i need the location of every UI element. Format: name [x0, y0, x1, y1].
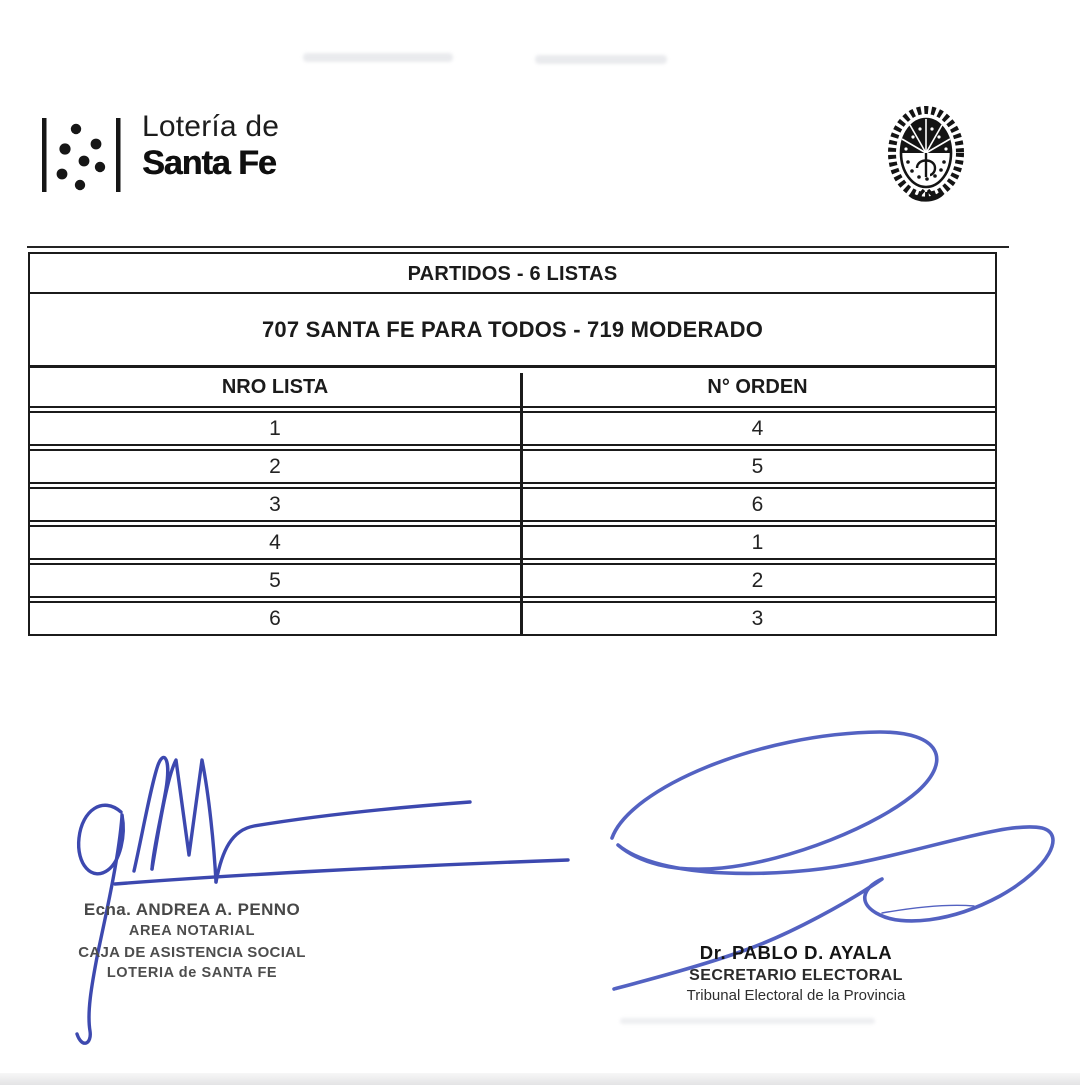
- table-row: [30, 489, 995, 520]
- faint-scan-artifact: [620, 1018, 875, 1024]
- column-header-n-orden: N° ORDEN: [707, 375, 808, 398]
- faint-scan-artifact: [303, 53, 453, 62]
- left-signer-name: Ecna. ANDREA A. PENNO: [83, 900, 301, 919]
- logo-line-loteria-de: Lotería de: [142, 110, 280, 143]
- left-signer-title-3: LOTERIA de SANTA FE: [106, 965, 278, 981]
- n-orden-value: 4: [751, 416, 764, 440]
- party-lists-table: [28, 252, 997, 636]
- table-column-divider: [520, 373, 523, 634]
- logo-wordmark: [142, 112, 279, 180]
- right-signer-name: Dr. PABLO D. AYALA: [699, 942, 893, 963]
- table-divider: [30, 406, 995, 413]
- nro-lista-value: 2: [269, 454, 281, 478]
- table-subtitle: 707 SANTA FE PARA TODOS - 719 MODERADO: [30, 294, 995, 368]
- faint-scan-artifact: [535, 55, 667, 64]
- nro-lista-value: 4: [269, 530, 281, 554]
- right-signature-block: [606, 941, 986, 1006]
- n-orden-value: 6: [751, 492, 764, 516]
- loteria-santa-fe-logo: [40, 110, 279, 198]
- table-divider: [30, 558, 995, 565]
- nro-lista-value: 3: [269, 492, 281, 516]
- n-orden-value: 5: [751, 454, 764, 478]
- n-orden-value: 2: [751, 568, 764, 592]
- santa-fe-coat-of-arms-icon: [886, 106, 966, 206]
- table-divider: [30, 596, 995, 603]
- table-divider: [30, 520, 995, 527]
- table-row: [30, 565, 995, 596]
- n-orden-value: 3: [751, 606, 764, 630]
- nro-lista-value: 5: [269, 568, 281, 592]
- loteria-dots-logo-icon: [40, 110, 124, 198]
- right-signer-title-1: SECRETARIO ELECTORAL: [689, 967, 903, 984]
- n-orden-value: 1: [751, 530, 764, 554]
- table-row: [30, 451, 995, 482]
- table-title: PARTIDOS - 6 LISTAS: [30, 254, 995, 294]
- right-signer-title-2: Tribunal Electoral de la Provincia: [686, 987, 906, 1004]
- table-row: [30, 603, 995, 634]
- left-signer-title-2: CAJA DE ASISTENCIA SOCIAL: [78, 944, 306, 961]
- logo-line-santa-fe: Santa Fe: [142, 144, 276, 182]
- table-divider: [30, 482, 995, 489]
- signatures-ink-layer: [0, 718, 1080, 1060]
- column-header-nro-lista: NRO LISTA: [221, 375, 329, 398]
- table-row: [30, 413, 995, 444]
- table-header-row: [30, 368, 995, 406]
- nro-lista-value: 1: [269, 416, 281, 440]
- left-signer-title-1: AREA NOTARIAL: [128, 923, 256, 939]
- nro-lista-value: 6: [269, 606, 281, 630]
- scan-edge-shadow: [0, 1073, 1080, 1085]
- table-row: [30, 527, 995, 558]
- table-divider: [30, 444, 995, 451]
- left-signature-block: [48, 899, 336, 984]
